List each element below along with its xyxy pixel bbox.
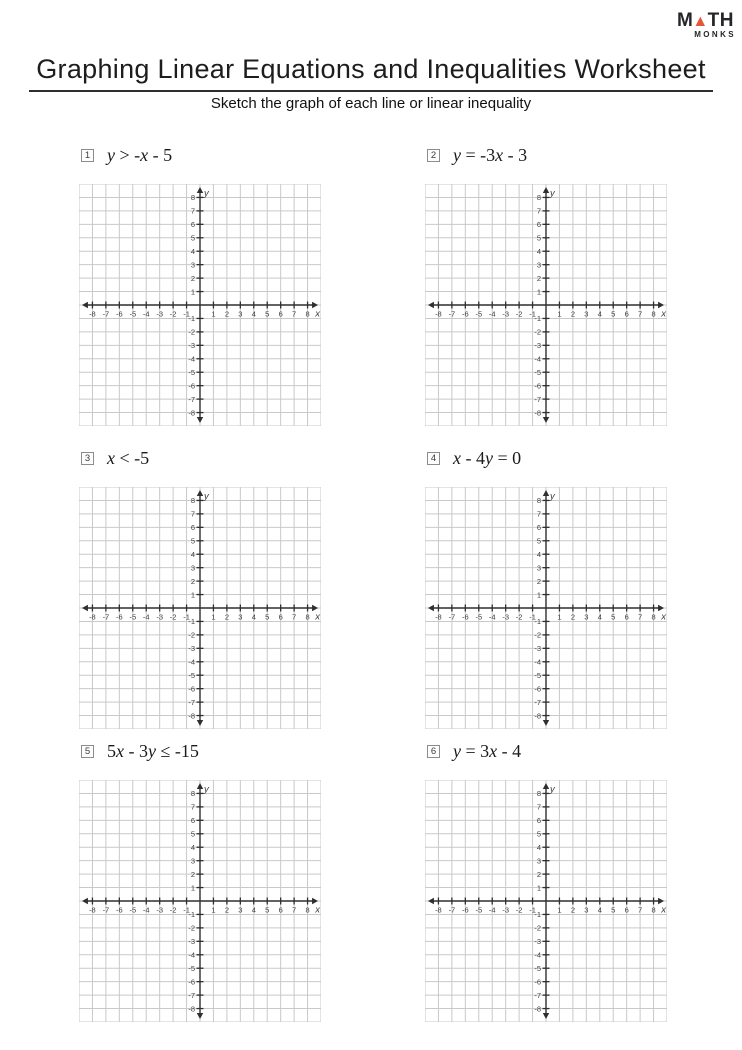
svg-text:-1: -1: [188, 617, 195, 627]
problem-6: [425, 739, 667, 1022]
svg-text:-5: -5: [475, 309, 483, 319]
logo-wordmark: [677, 11, 734, 30]
svg-text:-1: -1: [534, 617, 541, 627]
svg-text:-7: -7: [534, 990, 541, 1000]
coordinate-grid: [79, 780, 321, 1022]
svg-text:6: 6: [190, 816, 195, 825]
svg-text:3: 3: [536, 260, 541, 270]
svg-text:-3: -3: [188, 341, 195, 350]
svg-text:-8: -8: [89, 612, 96, 622]
svg-text:2: 2: [224, 612, 229, 622]
svg-text:-4: -4: [534, 950, 541, 960]
svg-text:4: 4: [190, 246, 195, 256]
svg-text:4: 4: [597, 309, 602, 319]
svg-text:8: 8: [190, 496, 195, 506]
svg-text:4: 4: [251, 612, 256, 622]
svg-text:-1: -1: [183, 905, 190, 915]
svg-text:5: 5: [190, 829, 195, 839]
svg-text:6: 6: [624, 612, 629, 622]
svg-text:5: 5: [265, 905, 270, 915]
title-divider: [29, 90, 713, 92]
svg-text:-4: -4: [488, 905, 496, 915]
svg-text:2: 2: [190, 273, 195, 283]
svg-text:-3: -3: [188, 644, 195, 653]
svg-text:6: 6: [624, 309, 629, 319]
logo-m: M: [677, 10, 694, 31]
svg-text:6: 6: [278, 905, 283, 915]
svg-text:-6: -6: [115, 905, 123, 915]
svg-text:3: 3: [536, 856, 541, 866]
svg-text:2: 2: [224, 309, 229, 319]
svg-text:-7: -7: [188, 697, 195, 707]
svg-text:-6: -6: [188, 684, 195, 694]
svg-text:x: x: [315, 611, 320, 623]
svg-text:1: 1: [536, 590, 541, 600]
svg-text:2: 2: [536, 576, 541, 586]
svg-text:-3: -3: [502, 905, 510, 915]
svg-text:3: 3: [238, 612, 243, 622]
svg-text:6: 6: [536, 816, 541, 825]
svg-text:-6: -6: [188, 381, 195, 391]
problem-equation: x - 4y = 0: [453, 447, 522, 468]
svg-text:-1: -1: [183, 612, 190, 622]
svg-text:-7: -7: [448, 309, 456, 319]
svg-text:2: 2: [570, 612, 575, 622]
svg-text:-5: -5: [129, 309, 137, 319]
problem-header: [79, 143, 321, 167]
svg-text:4: 4: [251, 309, 256, 319]
coordinate-grid: [79, 487, 321, 729]
problem-3: [79, 446, 321, 729]
problem-header: [79, 446, 321, 470]
svg-text:7: 7: [292, 612, 297, 622]
svg-text:-4: -4: [534, 657, 541, 667]
svg-text:-7: -7: [102, 612, 110, 622]
problem-header: [79, 739, 321, 763]
problem-header: [425, 739, 667, 763]
svg-text:7: 7: [638, 309, 643, 319]
svg-text:y: y: [204, 188, 209, 199]
svg-text:8: 8: [651, 905, 656, 915]
svg-text:-3: -3: [534, 341, 541, 350]
svg-text:4: 4: [536, 246, 541, 256]
svg-text:2: 2: [190, 576, 195, 586]
svg-text:5: 5: [190, 536, 195, 546]
svg-text:-1: -1: [188, 910, 195, 920]
svg-text:-4: -4: [142, 612, 150, 622]
svg-text:4: 4: [536, 549, 541, 559]
svg-text:-3: -3: [156, 612, 164, 622]
svg-text:-3: -3: [502, 612, 510, 622]
svg-text:3: 3: [584, 309, 589, 319]
svg-text:-7: -7: [448, 612, 456, 622]
svg-text:-2: -2: [169, 905, 177, 915]
problem-2: [425, 143, 667, 426]
svg-text:4: 4: [597, 905, 602, 915]
svg-text:8: 8: [190, 193, 195, 203]
svg-text:5: 5: [265, 309, 270, 319]
svg-text:-2: -2: [188, 630, 195, 640]
svg-text:-8: -8: [534, 711, 541, 721]
svg-text:6: 6: [190, 220, 195, 229]
svg-text:-8: -8: [534, 1004, 541, 1014]
svg-text:3: 3: [190, 260, 195, 270]
svg-text:-1: -1: [534, 314, 541, 324]
problem-number: 1: [81, 149, 94, 162]
svg-text:-7: -7: [534, 394, 541, 404]
svg-text:3: 3: [238, 905, 243, 915]
svg-text:x: x: [661, 904, 666, 916]
svg-text:8: 8: [536, 193, 541, 203]
problem-equation: x < -5: [107, 447, 150, 468]
svg-text:-2: -2: [169, 309, 177, 319]
logo-subtext: MONKS: [694, 30, 736, 39]
svg-text:2: 2: [536, 869, 541, 879]
svg-text:-5: -5: [534, 963, 541, 973]
svg-text:-7: -7: [188, 990, 195, 1000]
svg-text:4: 4: [190, 842, 195, 852]
svg-text:-4: -4: [188, 354, 195, 364]
svg-text:-8: -8: [435, 905, 442, 915]
svg-text:-1: -1: [183, 309, 190, 319]
svg-text:7: 7: [292, 309, 297, 319]
svg-text:3: 3: [584, 905, 589, 915]
svg-text:-8: -8: [188, 408, 195, 418]
svg-text:2: 2: [536, 273, 541, 283]
svg-text:-6: -6: [534, 684, 541, 694]
svg-text:-1: -1: [188, 314, 195, 324]
svg-text:1: 1: [557, 612, 562, 622]
svg-text:x: x: [661, 308, 666, 320]
svg-text:-2: -2: [169, 612, 177, 622]
page-subtitle: Sketch the graph of each line or linear inequality: [210, 95, 532, 112]
svg-text:x: x: [315, 904, 320, 916]
problem-number: 5: [81, 745, 94, 758]
svg-text:7: 7: [638, 612, 643, 622]
page-title: Graphing Linear Equations and Inequalities Worksheet: [36, 54, 706, 84]
svg-text:y: y: [204, 491, 209, 502]
svg-text:-8: -8: [534, 408, 541, 418]
svg-text:6: 6: [536, 523, 541, 532]
svg-text:y: y: [204, 784, 209, 795]
svg-text:3: 3: [536, 563, 541, 573]
svg-text:5: 5: [611, 309, 616, 319]
svg-text:1: 1: [190, 287, 195, 297]
svg-text:-4: -4: [488, 612, 496, 622]
triangle-icon: ▲: [692, 13, 709, 30]
svg-text:-1: -1: [529, 309, 536, 319]
svg-text:-4: -4: [534, 354, 541, 364]
problem-number: 4: [427, 452, 440, 465]
svg-text:-2: -2: [534, 327, 541, 337]
svg-text:7: 7: [536, 206, 541, 216]
problem-equation: y > -x - 5: [107, 144, 173, 165]
svg-text:-6: -6: [534, 977, 541, 987]
svg-text:-7: -7: [188, 394, 195, 404]
svg-text:-5: -5: [475, 612, 483, 622]
svg-text:3: 3: [190, 563, 195, 573]
svg-text:3: 3: [190, 856, 195, 866]
problem-5: [79, 739, 321, 1022]
problem-equation: y = -3x - 3: [453, 144, 528, 165]
logo-th: TH: [707, 10, 734, 31]
svg-text:4: 4: [251, 905, 256, 915]
svg-text:-5: -5: [534, 670, 541, 680]
svg-text:5: 5: [265, 612, 270, 622]
coordinate-grid: [425, 184, 667, 426]
svg-text:7: 7: [536, 509, 541, 519]
svg-text:-5: -5: [188, 367, 195, 377]
svg-text:-4: -4: [188, 657, 195, 667]
svg-text:-6: -6: [461, 612, 469, 622]
svg-text:-8: -8: [435, 309, 442, 319]
svg-text:-8: -8: [435, 612, 442, 622]
svg-text:-7: -7: [448, 905, 456, 915]
svg-text:-5: -5: [534, 367, 541, 377]
svg-text:-8: -8: [89, 309, 96, 319]
svg-text:5: 5: [190, 233, 195, 243]
svg-text:-5: -5: [475, 905, 483, 915]
coordinate-grid: [79, 184, 321, 426]
svg-text:-6: -6: [534, 381, 541, 391]
svg-text:4: 4: [597, 612, 602, 622]
problem-equation: y = 3x - 4: [453, 740, 522, 761]
svg-text:1: 1: [536, 883, 541, 893]
svg-text:5: 5: [536, 536, 541, 546]
svg-text:-2: -2: [515, 905, 523, 915]
svg-text:2: 2: [570, 309, 575, 319]
svg-text:4: 4: [536, 842, 541, 852]
svg-text:2: 2: [570, 905, 575, 915]
svg-text:-5: -5: [188, 670, 195, 680]
svg-text:-3: -3: [502, 309, 510, 319]
svg-text:y: y: [550, 491, 555, 502]
svg-text:-2: -2: [534, 923, 541, 933]
svg-text:-6: -6: [188, 977, 195, 987]
mathmonks-logo: [677, 11, 734, 39]
problem-header: [425, 446, 667, 470]
svg-text:-2: -2: [515, 612, 523, 622]
svg-text:5: 5: [611, 612, 616, 622]
svg-text:-6: -6: [115, 309, 123, 319]
svg-text:8: 8: [651, 309, 656, 319]
svg-text:7: 7: [190, 509, 195, 519]
svg-text:-5: -5: [129, 612, 137, 622]
svg-text:1: 1: [211, 309, 216, 319]
svg-text:8: 8: [536, 496, 541, 506]
svg-text:1: 1: [536, 287, 541, 297]
problem-number: 3: [81, 452, 94, 465]
problem-header: [425, 143, 667, 167]
svg-text:6: 6: [190, 523, 195, 532]
svg-text:1: 1: [211, 612, 216, 622]
svg-text:2: 2: [224, 905, 229, 915]
svg-text:6: 6: [278, 612, 283, 622]
svg-text:-7: -7: [102, 905, 110, 915]
svg-text:-2: -2: [188, 327, 195, 337]
svg-text:2: 2: [190, 869, 195, 879]
svg-text:-3: -3: [534, 644, 541, 653]
svg-text:7: 7: [536, 802, 541, 812]
svg-text:y: y: [550, 188, 555, 199]
svg-text:-1: -1: [534, 910, 541, 920]
problem-equation: 5x - 3y ≤ -15: [107, 740, 199, 761]
svg-text:-4: -4: [142, 309, 150, 319]
svg-text:8: 8: [305, 309, 310, 319]
svg-text:-2: -2: [534, 630, 541, 640]
svg-text:8: 8: [305, 612, 310, 622]
problem-number: 2: [427, 149, 440, 162]
svg-text:-4: -4: [188, 950, 195, 960]
problem-number: 6: [427, 745, 440, 758]
svg-text:3: 3: [238, 309, 243, 319]
svg-text:5: 5: [536, 829, 541, 839]
svg-text:-6: -6: [115, 612, 123, 622]
svg-text:-3: -3: [534, 937, 541, 946]
problem-1: [79, 143, 321, 426]
coordinate-grid: [425, 780, 667, 1022]
svg-text:-6: -6: [461, 309, 469, 319]
svg-text:-6: -6: [461, 905, 469, 915]
svg-text:-7: -7: [534, 697, 541, 707]
svg-text:1: 1: [557, 309, 562, 319]
svg-text:-4: -4: [488, 309, 496, 319]
svg-text:x: x: [315, 308, 320, 320]
svg-text:1: 1: [190, 883, 195, 893]
svg-text:8: 8: [651, 612, 656, 622]
svg-text:-5: -5: [129, 905, 137, 915]
svg-text:8: 8: [305, 905, 310, 915]
svg-text:1: 1: [211, 905, 216, 915]
svg-text:5: 5: [536, 233, 541, 243]
svg-text:-3: -3: [156, 309, 164, 319]
svg-text:-8: -8: [188, 1004, 195, 1014]
svg-text:7: 7: [638, 905, 643, 915]
svg-text:6: 6: [278, 309, 283, 319]
svg-text:6: 6: [624, 905, 629, 915]
svg-text:-8: -8: [188, 711, 195, 721]
problem-4: [425, 446, 667, 729]
svg-text:1: 1: [557, 905, 562, 915]
svg-text:-1: -1: [529, 612, 536, 622]
svg-text:-5: -5: [188, 963, 195, 973]
svg-text:3: 3: [584, 612, 589, 622]
coordinate-grid: [425, 487, 667, 729]
svg-text:7: 7: [292, 905, 297, 915]
svg-text:6: 6: [536, 220, 541, 229]
svg-text:-3: -3: [156, 905, 164, 915]
svg-text:y: y: [550, 784, 555, 795]
svg-text:-1: -1: [529, 905, 536, 915]
svg-text:-2: -2: [515, 309, 523, 319]
svg-text:1: 1: [190, 590, 195, 600]
svg-text:8: 8: [536, 789, 541, 799]
svg-text:-3: -3: [188, 937, 195, 946]
svg-text:4: 4: [190, 549, 195, 559]
svg-text:-8: -8: [89, 905, 96, 915]
svg-text:7: 7: [190, 802, 195, 812]
svg-text:-7: -7: [102, 309, 110, 319]
svg-text:-2: -2: [188, 923, 195, 933]
svg-text:8: 8: [190, 789, 195, 799]
svg-text:-4: -4: [142, 905, 150, 915]
svg-text:x: x: [661, 611, 666, 623]
svg-text:7: 7: [190, 206, 195, 216]
svg-text:5: 5: [611, 905, 616, 915]
